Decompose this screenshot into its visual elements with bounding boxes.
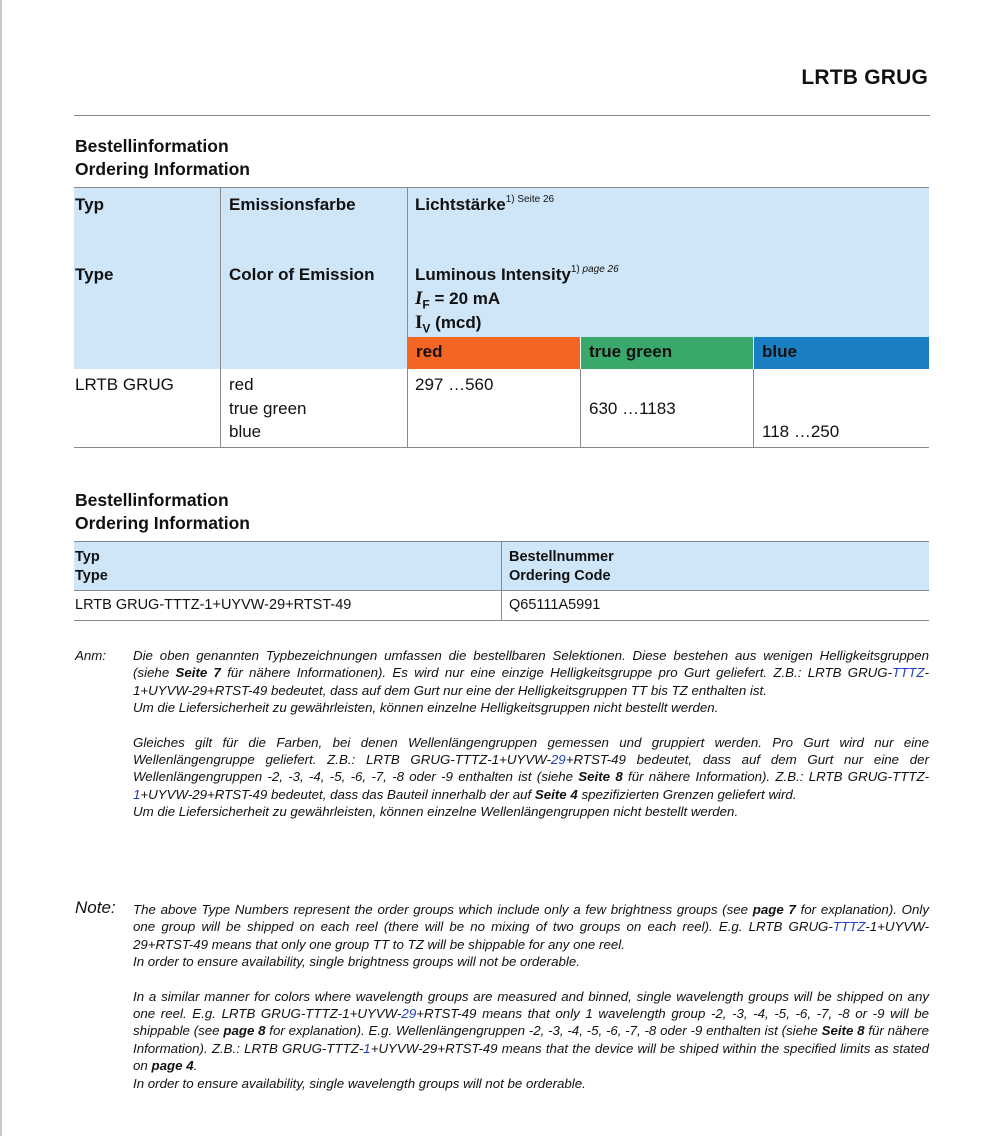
row-color-blue: blue	[229, 422, 262, 441]
ordering-code-table	[74, 541, 929, 621]
header-rule	[74, 115, 930, 116]
col-color-en: Color of Emission	[229, 265, 375, 284]
note-paragraph-1	[133, 901, 929, 953]
col-luminous-de-ref: 1) Seite 26	[505, 194, 555, 205]
if-value: = 20 mA	[434, 289, 501, 308]
luminous-intensity-table	[74, 187, 929, 448]
table1-header	[74, 187, 929, 369]
text-run: für nähere Information). Z.B.: LRTB GRUG-TTTZ-	[133, 1023, 930, 1056]
table1-divider	[220, 188, 221, 369]
section1-heading-en: Ordering Information	[75, 159, 250, 179]
highlight: 1	[133, 786, 141, 802]
highlight: TTTZ	[832, 919, 866, 935]
page-ref: Seite 8	[821, 1023, 865, 1039]
value-red: 297 …560	[415, 375, 494, 394]
note-paragraph-2	[133, 988, 929, 1075]
col-ordering-code	[509, 548, 614, 585]
anm-paragraph-2-last: Um die Liefersicherheit zu gewährleisten, können einzelne Wellenlängengruppen nicht bestellt werden.	[133, 804, 739, 820]
table2-divider	[501, 542, 502, 590]
band-separator	[580, 337, 581, 369]
table2-divider	[501, 591, 502, 620]
anm-text	[133, 647, 929, 821]
type-value: LRTB GRUG-TTTZ-1+UYVW-29+RTST-49	[75, 597, 352, 613]
band-red-label: red	[416, 342, 443, 361]
row-color-red: red	[229, 375, 254, 394]
text-run: +UYVW-29+RTST-49 bedeutet, dass das Bauteil innerhalb der auf	[140, 786, 535, 802]
section2-heading-en: Ordering Information	[75, 513, 250, 533]
anm-paragraph-2	[133, 734, 929, 804]
table1-divider	[407, 369, 408, 447]
col-type-de: Typ	[75, 549, 100, 565]
page-ref: Seite 8	[578, 769, 623, 785]
table2-header	[74, 541, 929, 591]
band-blue	[754, 337, 929, 369]
section2-heading	[75, 489, 250, 535]
text-run: The above Type Numbers represent the order groups which include only a few brightness groups (see	[133, 902, 753, 917]
iv-subscript: V	[422, 321, 431, 336]
col-type	[75, 548, 108, 585]
page-edge	[0, 0, 2, 1136]
section2-heading-de: Bestellinformation	[75, 490, 229, 510]
row-type: LRTB GRUG	[75, 375, 174, 394]
col-type-en: Type	[75, 567, 108, 584]
note-paragraph-1-last: In order to ensure availability, single brightness groups will not be orderable.	[133, 954, 580, 970]
text-run: for explanation). Only one group will be shipped on each reel (there will be no mixing of two groups on each reel). E.g. LRTB GRUG-	[133, 902, 929, 935]
if-subscript: F	[422, 297, 430, 312]
band-green	[581, 337, 753, 369]
text-run: -1+UYVW-29+RTST-49 means that only one group TT to TZ will be shippable for any one reel.	[133, 919, 929, 952]
iv-symbol: I	[415, 312, 423, 333]
if-symbol: I	[415, 288, 423, 309]
document-title: LRTB GRUG	[801, 66, 928, 89]
col-luminous-en	[415, 265, 619, 285]
col-luminous-en-ref	[571, 264, 619, 275]
ref-number: 1)	[570, 264, 580, 275]
col-color-de: Emissionsfarbe	[229, 195, 356, 214]
text-run: für nähere Informationen). Es wird nur eine einzige Helligkeitsgruppe pro Gurt geliefert. Z.B.: LRTB GRUG-	[220, 665, 893, 681]
col-code-en: Ordering Code	[509, 567, 611, 584]
highlight: 29	[550, 752, 566, 768]
col-code-de: Bestellnummer	[509, 549, 614, 565]
ref-page: page 26	[582, 264, 619, 275]
intensity-unit	[415, 312, 481, 335]
page-ref: page 7	[752, 902, 796, 917]
text-run: for explanation). E.g. Wellenlängengruppen -2, -3, -4, -5, -6, -7, -8 oder -9 enthalten ist (siehe	[265, 1023, 822, 1039]
highlight: 1	[363, 1040, 371, 1056]
band-green-label: true green	[589, 342, 673, 361]
text-run: für nähere Information). Z.B.: LRTB GRUG-TTTZ-	[622, 769, 929, 785]
col-luminous-de	[415, 195, 554, 215]
highlight: 29	[401, 1006, 417, 1022]
col-type-de: Typ	[75, 195, 104, 214]
page-ref: page 8	[223, 1023, 266, 1039]
table-row	[74, 369, 929, 448]
band-separator	[753, 337, 754, 369]
ordering-code-value: Q65111A5991	[509, 597, 601, 613]
anm-label: Anm:	[75, 648, 107, 663]
highlight: TTTZ	[892, 665, 925, 681]
text-run: In a similar manner for colors where wavelength groups are measured and binned, single wavelength groups will be shipped on any one reel. E.g. LRTB GRUG-TTTZ-1+UYVW-	[133, 988, 929, 1022]
section1-heading	[75, 135, 250, 181]
table-row	[74, 591, 929, 621]
table1-divider	[580, 369, 581, 447]
forward-current	[415, 288, 500, 311]
row-colors	[229, 373, 307, 444]
text-run: Gleiches gilt für die Farben, bei denen Wellenlängengruppen gemessen und gruppiert werden. Pro Gurt wird nur eine Wellenlängengruppe geliefert. Z.B.: LRTB GRUG-TTTZ-1+UYVW-	[133, 734, 929, 768]
text-run: +UYVW-29+RTST-49 means that the device will be shiped within the specified limits as stated on	[133, 1040, 930, 1074]
page-ref: Seite 4	[534, 786, 578, 802]
text-run: +RTST-49 means that only 1 wavelength group -2, -3, -4, -5, -6, -7, -8 or -9 will be shippable (see	[133, 1006, 929, 1039]
text-run: +RTST-49 bedeutet, dass auf dem Gurt nur eine der Wellenlängengruppen -2, -3, -4, -5, -6, -7, -8 oder -9 enthalten ist (siehe	[133, 752, 930, 785]
table1-divider	[753, 369, 754, 447]
note-paragraph-2-last: In order to ensure availability, single wavelength groups will not be orderable.	[133, 1075, 586, 1091]
text-run: Die oben genannten Typbezeichnungen umfassen die bestellbaren Selektionen. Diese bestehen aus wenigen Helligkeitsgruppen (siehe	[133, 648, 929, 681]
col-type-en: Type	[75, 265, 114, 284]
band-blue-label: blue	[762, 342, 797, 361]
page-ref: Seite 7	[175, 665, 221, 681]
text-run: .	[193, 1058, 198, 1074]
band-red	[408, 337, 580, 369]
col-luminous-de-label: Lichtstärke	[415, 195, 506, 214]
anm-paragraph-1	[133, 647, 929, 699]
note-text	[133, 901, 929, 1092]
text-run: -1+UYVW-29+RTST-49 bedeutet, dass auf dem Gurt nur eine der Helligkeitsgruppen TT bis TZ enthalten ist.	[133, 665, 929, 698]
page-ref: page 4	[151, 1058, 194, 1074]
col-luminous-en-label: Luminous Intensity	[415, 265, 571, 284]
value-blue: 118 …250	[762, 422, 840, 441]
note-label: Note:	[75, 898, 116, 917]
value-green: 630 …1183	[589, 399, 676, 418]
section1-heading-de: Bestellinformation	[75, 136, 229, 156]
text-run: spezifizierten Grenzen geliefert wird.	[577, 786, 797, 802]
table1-divider	[220, 369, 221, 447]
iv-unit: (mcd)	[435, 313, 482, 332]
anm-paragraph-1-last: Um die Liefersicherheit zu gewährleisten, können einzelne Helligkeitsgruppen nicht bestellt werden.	[133, 700, 719, 716]
row-color-green: true green	[229, 398, 307, 418]
